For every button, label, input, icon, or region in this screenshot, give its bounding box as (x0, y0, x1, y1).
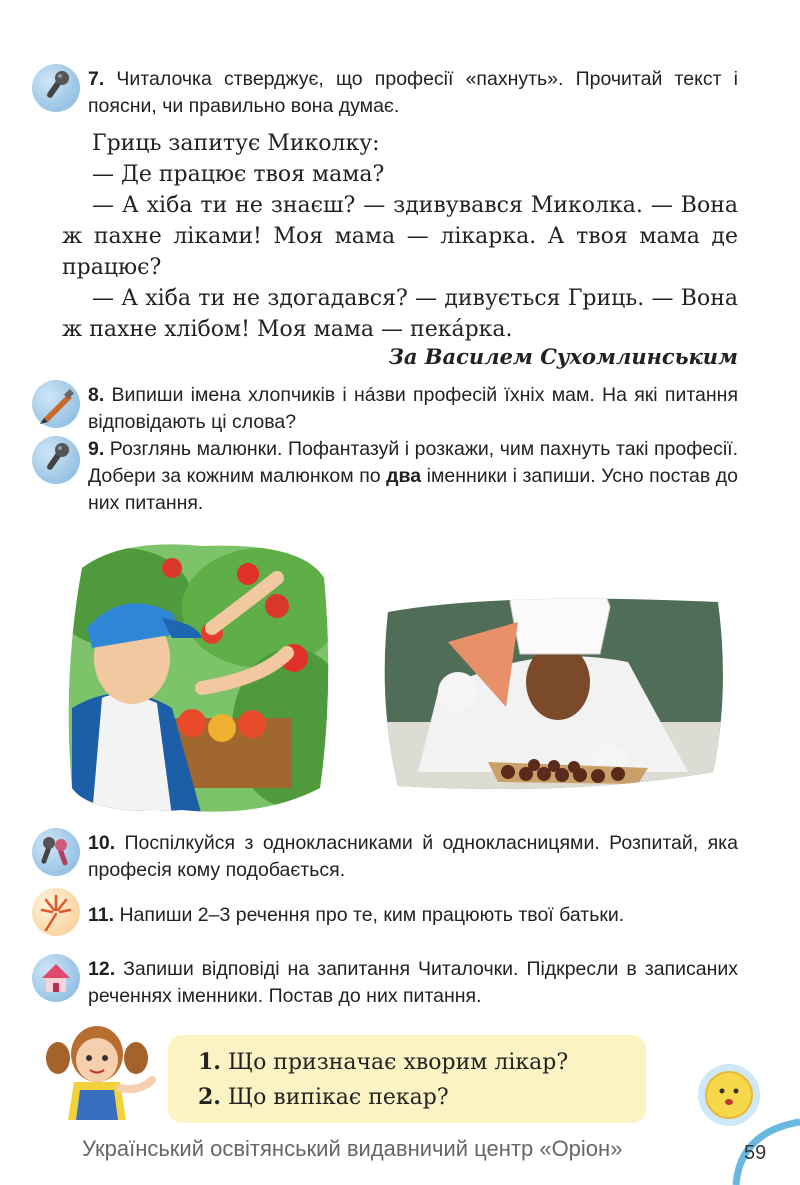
story-author: За Василем Сухомлинським (388, 344, 738, 369)
story-line: — Де працює твоя мама? (92, 162, 385, 187)
task-number: 11. (88, 904, 115, 926)
task-text: Поспілкуйся з однокласниками й однокласницями. Розпитай, яка професія кому подобається. (88, 832, 738, 881)
task-number: 10. (88, 832, 116, 854)
task-text: Напиши 2–3 речення про те, ким працюють твої батьки. (119, 904, 625, 926)
task-text: Запиши відповіді на запитання Читалочки. Підкресли в записаних реченнях іменники. Постав до них питання. (88, 958, 738, 1007)
task-number: 7. (88, 68, 105, 90)
microphone-icon (32, 64, 80, 112)
task-text-bold: два (386, 465, 422, 487)
publisher-footer: Український освітянський видавничий центр «Оріон» (82, 1136, 623, 1161)
task-text: Випиши імена хлопчиків і нáзви професій їхніх мам. На які питання відповідають ці слова? (88, 384, 739, 433)
question-item: 2. Що випікає пекар? (198, 1084, 449, 1110)
gardener-illustration (62, 538, 330, 816)
chytalochka-girl-illustration (40, 1020, 158, 1120)
task-text: іменники і запиши. Усно постав до них питання. (88, 465, 738, 514)
story-text (62, 128, 738, 345)
story-line: — А хіба ти не знаєш? — здивувався Миколка. — Вона ж пахне ліками! Моя мама — лікарка. А твоя мама де працює? (62, 193, 738, 280)
task-number: 12. (88, 958, 116, 980)
task-7 (88, 66, 738, 120)
sparkle-icon (32, 888, 80, 936)
task-8 (88, 382, 738, 436)
page-number: 59 (744, 1142, 767, 1164)
task-10 (88, 830, 738, 884)
chytalochka-questions (168, 1035, 646, 1123)
task-12 (88, 956, 738, 1010)
house-icon (32, 954, 80, 1002)
story-line: Гриць запитує Миколку: (92, 131, 380, 156)
story-line: — А хіба ти не здогадався? — дивується Гриць. — Вона ж пахне хлібом! Моя мама — пекáрка. (62, 286, 738, 342)
task-number: 9. (88, 438, 105, 460)
pen-icon (32, 380, 80, 428)
task-number: 8. (88, 384, 105, 406)
task-text: Читалочка стверджує, що професії «пахнуть». Прочитай текст і поясни, чи правильно вона думає. (88, 68, 738, 117)
question-item: 1. Що призначає хворим лікар? (198, 1049, 569, 1075)
microphone-icon (32, 436, 80, 484)
microphone-pair-icon (32, 828, 80, 876)
task-11 (88, 902, 738, 929)
pastry-chef-illustration (378, 572, 728, 794)
task-text: Розглянь малюнки. Пофантазуй і розкажи, чим пахнуть такі професії. Добери за кожним малюнком по (88, 438, 738, 487)
task-9 (88, 436, 738, 517)
